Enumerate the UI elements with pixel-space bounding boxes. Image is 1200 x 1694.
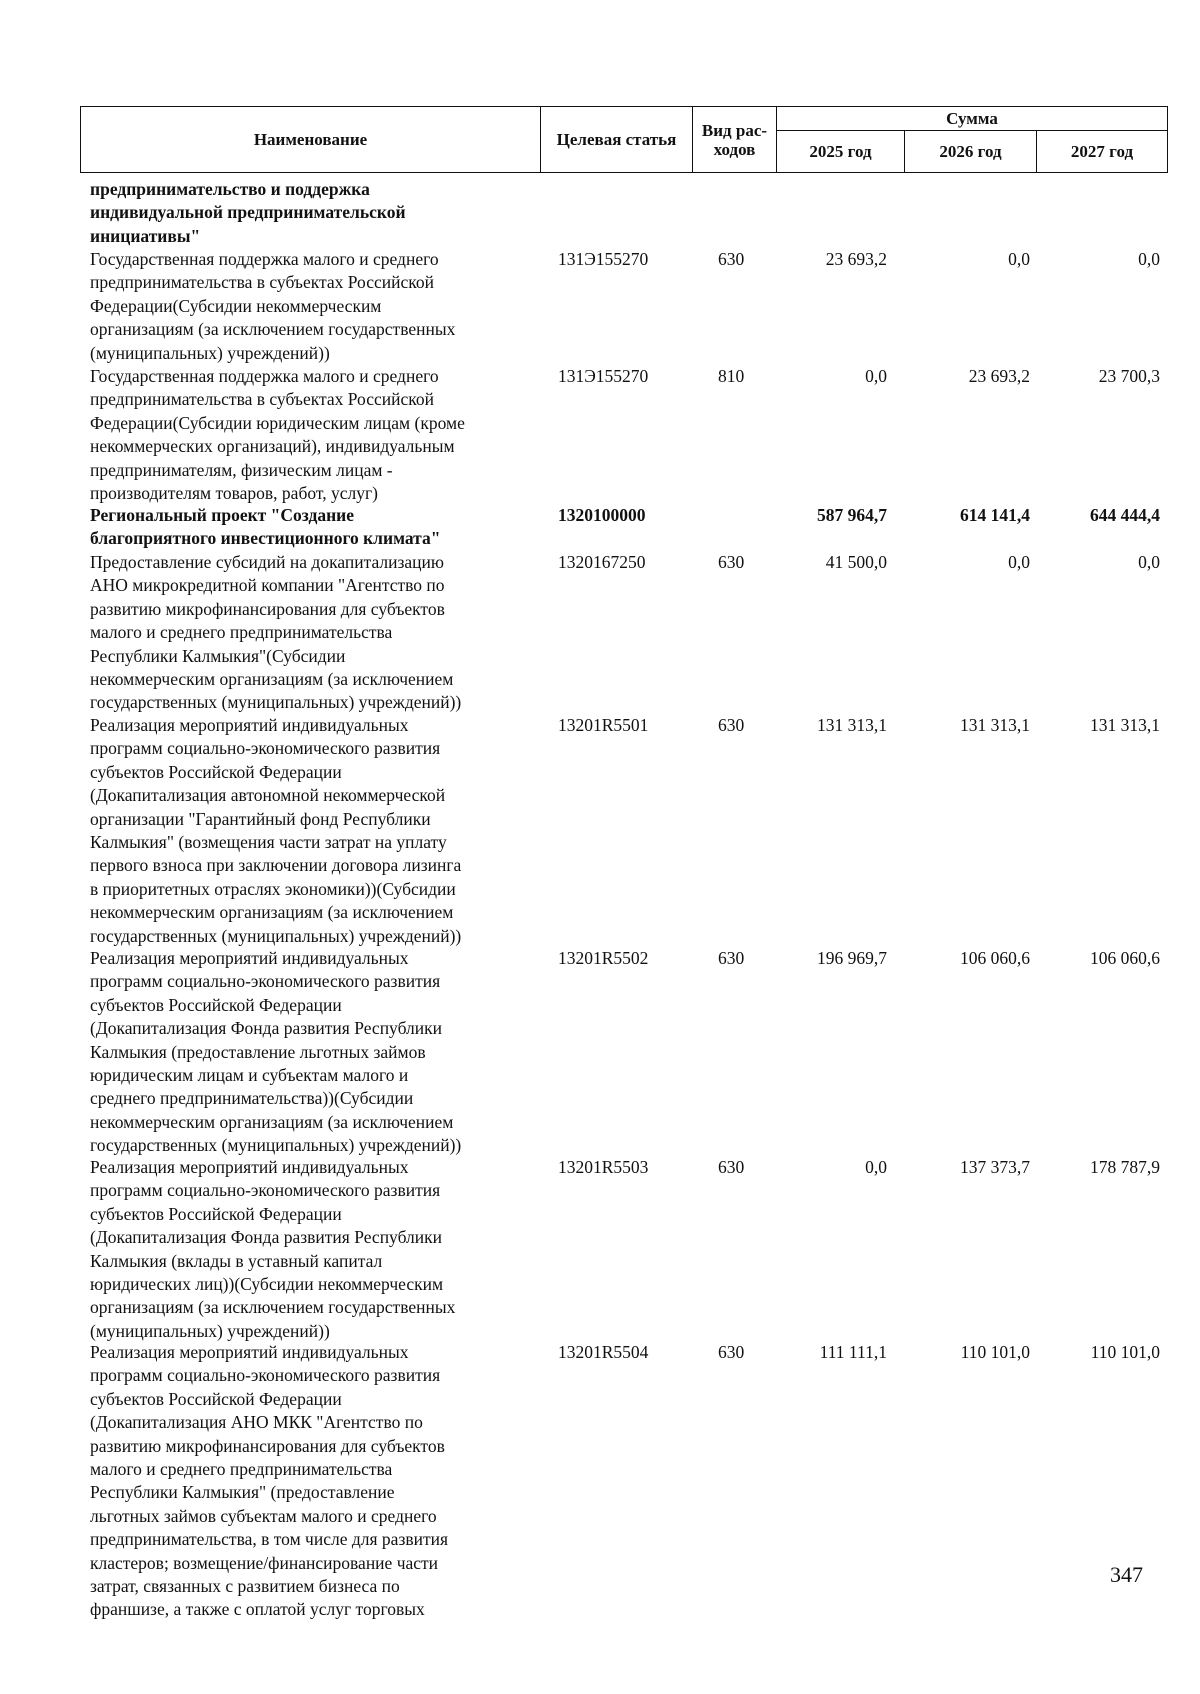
row-sum-2027: 106 060,6 xyxy=(1090,948,1160,968)
row-sum-2026: 131 313,1 xyxy=(960,715,1030,735)
row-sum-2026: 0,0 xyxy=(1008,552,1030,572)
row-code: 13201R5504 xyxy=(558,1342,649,1362)
row-sum-2025: 41 500,0 xyxy=(825,552,887,572)
row-name: Реализация мероприятий индивидуальных программ социально-экономического развития субъектов Российской Федерации (Докапитализация автономной некоммерческой организации "Гарантийный фонд Республики Калмыкия" (возмещения части затрат на уплату первого взноса при заключении договора лизинга в приоритетных отраслях экономики))(Субсидии некоммерческим организациям (за исключением государственных (муниципальных) учреждений)) xyxy=(90,715,462,946)
row-name: предпринимательство и поддержка индивидуальной предпринимательской инициативы" xyxy=(90,179,406,246)
row-sum-2025: 131 313,1 xyxy=(817,715,887,735)
row-sum-2025: 23 693,2 xyxy=(825,249,887,269)
row-expense-type: 630 xyxy=(718,552,745,572)
header-year-2025: 2025 год xyxy=(777,131,905,173)
row-code: 131Э155270 xyxy=(558,366,649,386)
row-sum-2026: 106 060,6 xyxy=(960,948,1030,968)
row-sum-2026: 110 101,0 xyxy=(960,1342,1030,1362)
row-sum-2026: 137 373,7 xyxy=(960,1157,1030,1177)
row-expense-type: 630 xyxy=(718,948,745,968)
row-sum-2025: 0,0 xyxy=(865,1157,887,1177)
row-sum-2025: 111 111,1 xyxy=(819,1342,887,1362)
row-code: 13201R5501 xyxy=(558,715,649,735)
row-sum-2027: 0,0 xyxy=(1138,249,1160,269)
header-expense-type: Вид рас-ходов xyxy=(693,107,777,173)
table-header xyxy=(80,106,1168,173)
page-number: 347 xyxy=(1110,1562,1143,1587)
row-sum-2026: 614 141,4 xyxy=(960,505,1030,525)
row-sum-2025: 587 964,7 xyxy=(817,505,887,525)
row-sum-2027: 0,0 xyxy=(1138,552,1160,572)
row-name: Реализация мероприятий индивидуальных программ социально-экономического развития субъектов Российской Федерации (Докапитализация АНО МКК "Агентство по развитию микрофинансирования для субъектов малого и среднего предпринимательства Республики Калмыкия" (предоставление льготных займов субъектам малого и среднего предпринимательства, в том числе для развития кластеров; возмещение/финансирование части затрат, связанных с развитием бизнеса по франшизе, а также с оплатой услуг торговых xyxy=(90,1342,449,1620)
row-sum-2025: 0,0 xyxy=(865,366,887,386)
row-name: Реализация мероприятий индивидуальных программ социально-экономического развития субъектов Российской Федерации (Докапитализация Фонда развития Республики Калмыкия (вклады в уставный капитал юридических лиц))(Субсидии некоммерческим организациям (за исключением государственных (муниципальных) учреждений)) xyxy=(90,1157,456,1341)
header-year-2026: 2026 год xyxy=(905,131,1037,173)
row-code: 1320100000 xyxy=(558,505,646,525)
row-expense-type: 810 xyxy=(718,366,745,386)
row-name: Государственная поддержка малого и среднего предпринимательства в субъектах Российской Федерации(Субсидии юридическим лицам (кроме некоммерческих организаций), индивидуальным предпринимателям, физическим лицам - производителям товаров, работ, услуг) xyxy=(90,366,465,504)
row-expense-type: 630 xyxy=(718,1157,745,1177)
row-code: 13201R5503 xyxy=(558,1157,649,1177)
header-name: Наименование xyxy=(81,107,541,173)
row-expense-type: 630 xyxy=(718,249,745,269)
row-sum-2027: 644 444,4 xyxy=(1090,505,1160,525)
row-name: Реализация мероприятий индивидуальных программ социально-экономического развития субъектов Российской Федерации (Докапитализация Фонда развития Республики Калмыкия (предоставление льготных займов юридическим лицам и субъектам малого и среднего предпринимательства))(Субсидии некоммерческим организациям (за исключением государственных (муниципальных) учреждений)) xyxy=(90,948,462,1156)
row-code: 131Э155270 xyxy=(558,249,649,269)
row-sum-2027: 23 700,3 xyxy=(1098,366,1160,386)
row-sum-2027: 110 101,0 xyxy=(1090,1342,1160,1362)
row-name: Региональный проект "Создание благоприятного инвестиционного климата" xyxy=(90,505,441,549)
row-code: 13201R5502 xyxy=(558,948,649,968)
row-name: Предоставление субсидий на докапитализацию АНО микрокредитной компании "Агентство по развитию микрофинансирования для субъектов малого и среднего предпринимательства Республики Калмыкия"(Субсидии некоммерческим организациям (за исключением государственных (муниципальных) учреждений)) xyxy=(90,552,462,713)
row-sum-2027: 178 787,9 xyxy=(1090,1157,1160,1177)
row-name: Государственная поддержка малого и среднего предпринимательства в субъектах Российской Федерации(Субсидии некоммерческим организациям (за исключением государственных (муниципальных) учреждений)) xyxy=(90,249,456,363)
header-year-2027: 2027 год xyxy=(1037,131,1168,173)
row-sum-2026: 23 693,2 xyxy=(968,366,1030,386)
header-target-article: Целевая статья xyxy=(541,107,693,173)
row-sum-2027: 131 313,1 xyxy=(1090,715,1160,735)
header-sum: Сумма xyxy=(777,107,1168,131)
row-sum-2026: 0,0 xyxy=(1008,249,1030,269)
row-sum-2025: 196 969,7 xyxy=(817,948,887,968)
row-code: 1320167250 xyxy=(558,552,646,572)
row-expense-type: 630 xyxy=(718,715,745,735)
row-expense-type: 630 xyxy=(718,1342,745,1362)
